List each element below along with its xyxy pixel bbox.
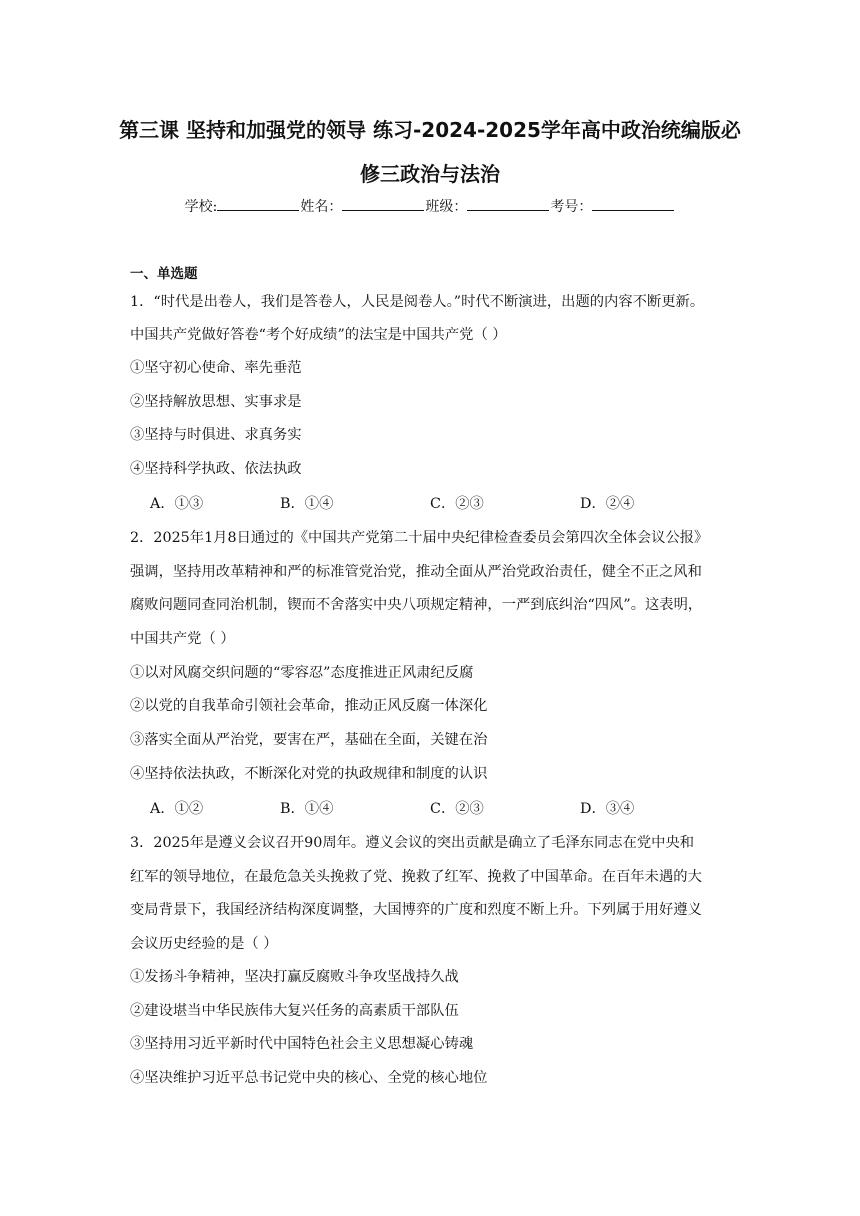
q1-option-d[interactable]: D．②④ [580,496,635,512]
q2-statement-4: ④坚持依法执政，不断深化对党的执政规律和制度的认识 [130,766,488,782]
q2-option-c[interactable]: C．②③ [430,801,484,817]
q1-option-c[interactable]: C．②③ [430,496,484,512]
q2-stem-line-4: 中国共产党（ ） [130,631,235,647]
exam-no-blank[interactable] [592,196,674,211]
q3-stem-line-3: 变局背景下，我国经济结构深度调整，大国博弈的广度和烈度不断上升。下列属于用好遵义 [130,902,702,918]
q1-statement-2: ②坚持解放思想、实事求是 [130,394,302,410]
section-title: 一、单选题 [130,266,198,282]
q2-option-d[interactable]: D．③④ [580,801,635,817]
q1-statement-1: ①坚守初心使命、率先垂范 [130,360,302,376]
q1-stem-line-2: 中国共产党做好答卷“考个好成绩”的法宝是中国共产党（ ） [130,327,507,343]
student-info-row [0,196,860,217]
q2-stem-line-3: 腐败问题同查同治机制，锲而不舍落实中央八项规定精神，一严到底纠治“四风”。这表明， [130,597,703,613]
q2-stem-line-2: 强调，坚持用改革精神和严的标准管党治党，推动全面从严治党政治责任，健全不正之风和 [130,564,702,580]
q3-statement-4: ④坚决维护习近平总书记党中央的核心、全党的核心地位 [130,1070,488,1086]
school-blank[interactable] [217,196,299,211]
name-label: 姓名： [300,199,343,215]
q3-stem-line-4: 会议历史经验的是（ ） [130,936,278,952]
q1-statement-3: ③坚持与时俱进、求真务实 [130,427,302,443]
document-title-line-1: 第三课 坚持和加强党的领导 练习-2024-2025学年高中政治统编版必 [119,118,741,142]
q3-statement-1: ①发扬斗争精神，坚决打赢反腐败斗争攻坚战持久战 [130,969,459,985]
q2-statement-2: ②以党的自我革命引领社会革命，推动正风反腐一体深化 [130,698,488,714]
q2-statement-1: ①以对风腐交织问题的“零容忍”态度推进正风肃纪反腐 [130,665,474,681]
school-label: 学校: [184,199,218,215]
q1-stem-line-1: 1．“时代是出卷人，我们是答卷人，人民是阅卷人。”时代不断演进，出题的内容不断更新。 [130,294,705,310]
q2-stem-line-1: 2．2025年1月8日通过的《中国共产党第二十届中央纪律检查委员会第四次全体会议公报》 [130,530,709,546]
exam-no-label: 考号： [550,199,593,215]
q3-stem-line-1: 3．2025年是遵义会议召开90周年。遵义会议的突出贡献是确立了毛泽东同志在党中央和 [130,835,695,851]
q1-option-b[interactable]: B．①④ [280,496,334,512]
q3-stem-line-2: 红军的领导地位，在最危急关头挽救了党、挽救了红军、挽救了中国革命。在百年未遇的大 [130,869,702,885]
q2-option-a[interactable]: A．①② [150,801,204,817]
class-blank[interactable] [467,196,549,211]
q1-option-a[interactable]: A．①③ [150,496,204,512]
q2-option-b[interactable]: B．①④ [280,801,334,817]
document-title-line-2: 修三政治与法治 [360,162,500,186]
q3-statement-3: ③坚持用习近平新时代中国特色社会主义思想凝心铸魂 [130,1036,474,1052]
class-label: 班级： [425,199,468,215]
name-blank[interactable] [342,196,424,211]
q3-statement-2: ②建设堪当中华民族伟大复兴任务的高素质干部队伍 [130,1003,459,1019]
q1-statement-4: ④坚持科学执政、依法执政 [130,461,302,477]
q2-statement-3: ③落实全面从严治党，要害在严，基础在全面，关键在治 [130,732,488,748]
